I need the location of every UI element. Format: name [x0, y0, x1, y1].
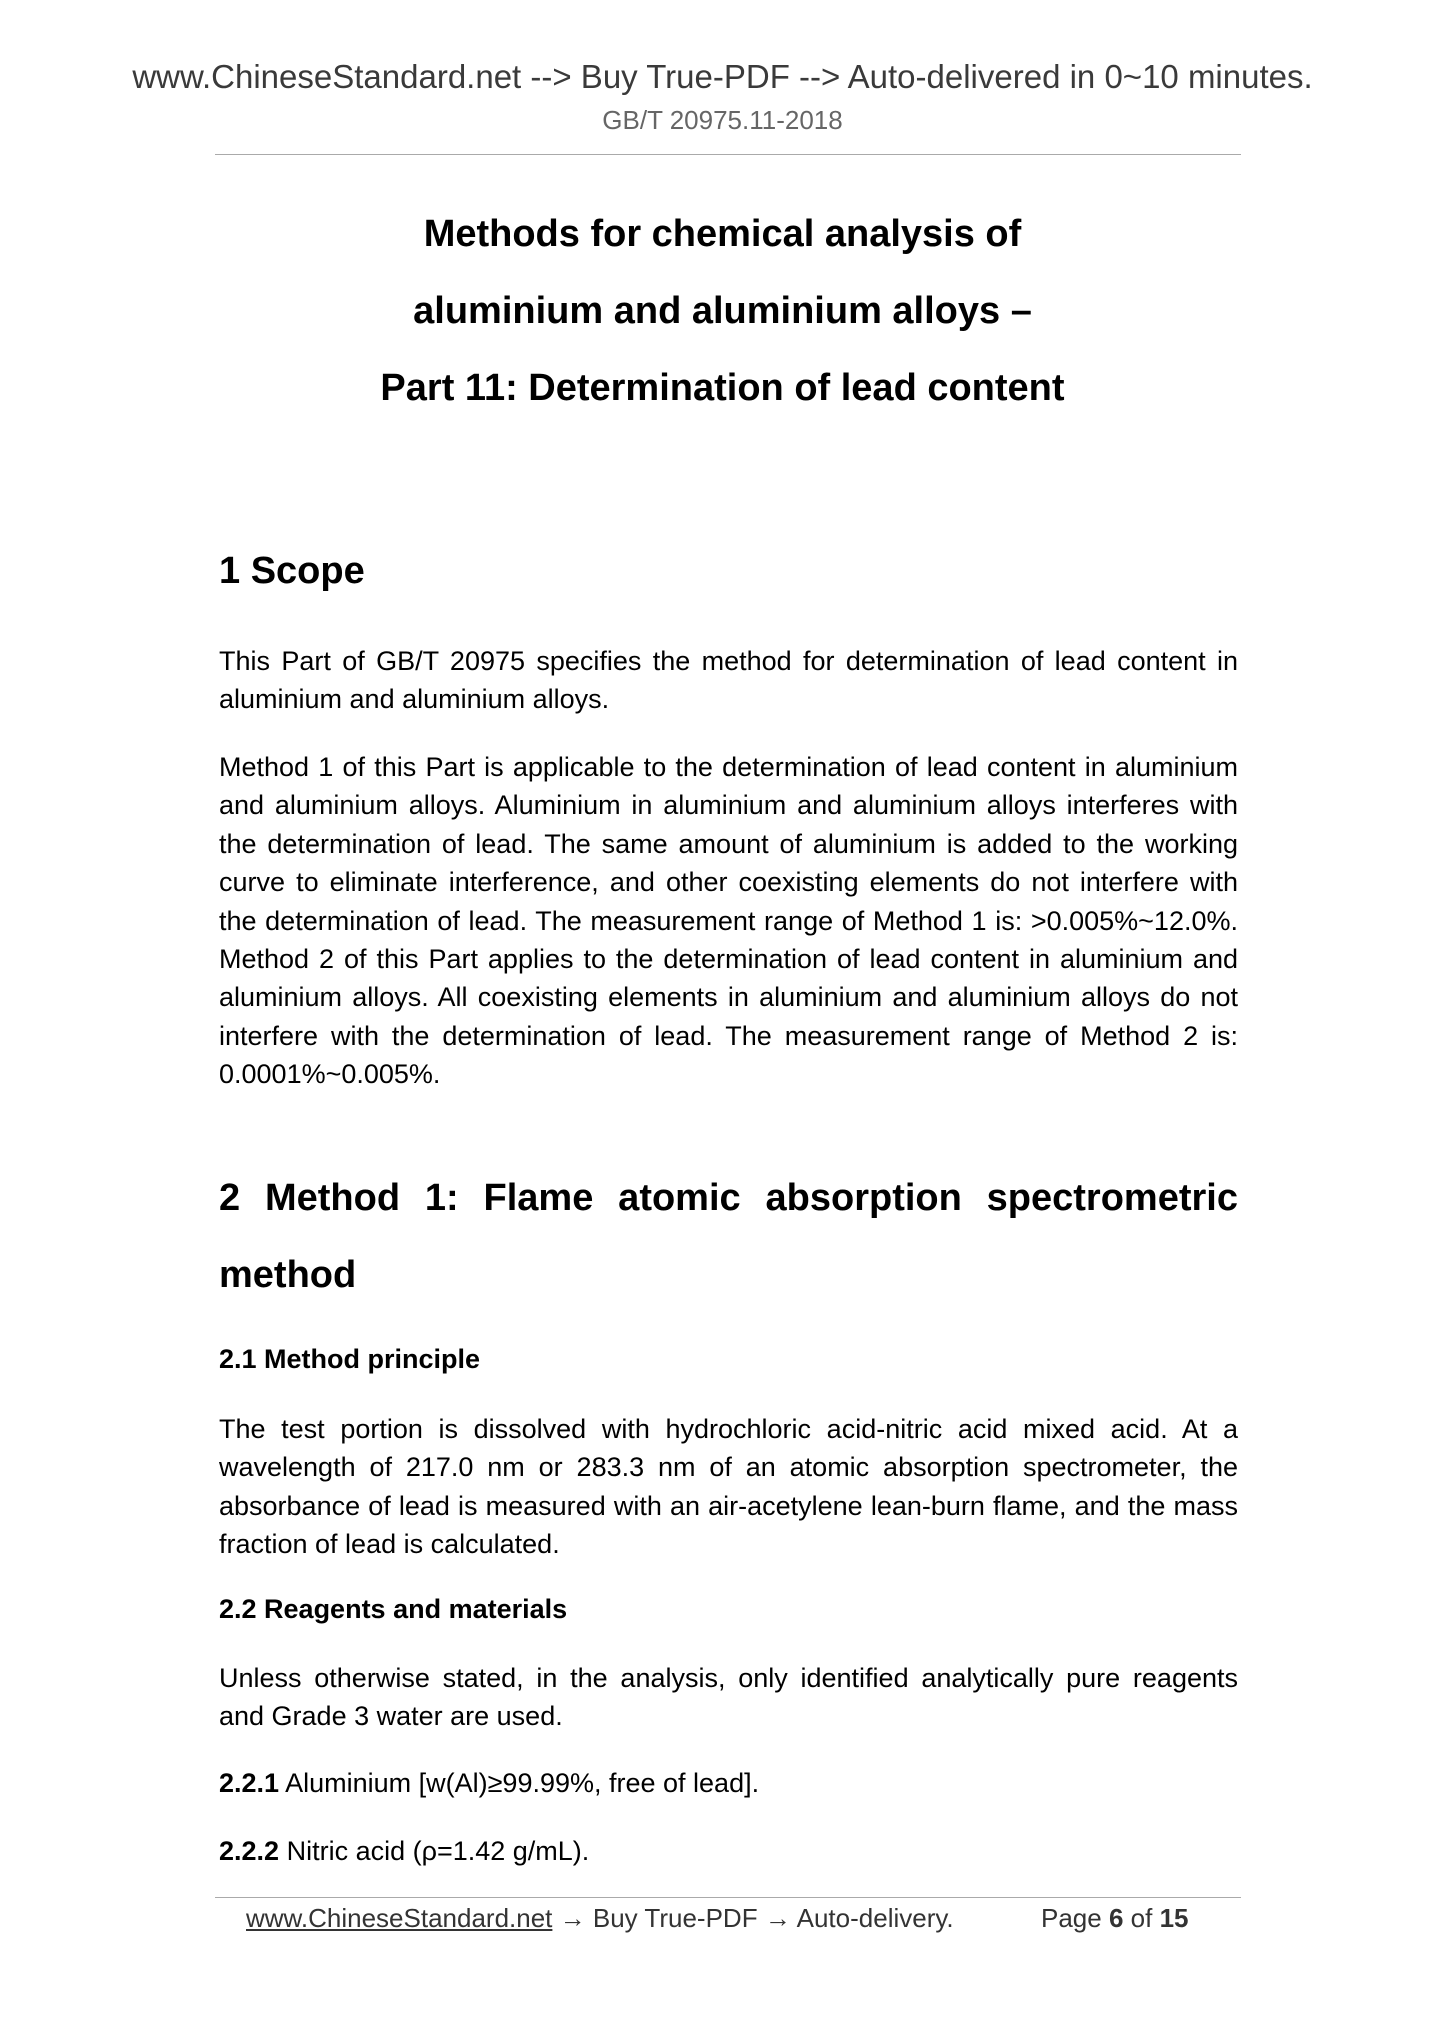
header-divider: [215, 154, 1241, 155]
reagents-paragraph: Unless otherwise stated, in the analysis, only identified analytically pure reagents and Grade 3 water are used.: [219, 1663, 1238, 1732]
clause-text: Nitric acid (ρ=1.42 g/mL).: [286, 1836, 590, 1866]
page-total: 15: [1159, 1903, 1189, 1933]
clause-number: 2.2.1: [219, 1768, 280, 1798]
page-word: Page: [1041, 1903, 1102, 1933]
scope-paragraph-1: This Part of GB/T 20975 specifies the method for determination of lead content in aluminium and aluminium alloys.: [219, 646, 1238, 715]
clause-2-2-2: [219, 1836, 589, 1867]
footer-divider: [215, 1897, 1241, 1898]
of-word: of: [1130, 1903, 1153, 1933]
footer: [246, 1903, 1189, 1934]
arrow-right-icon: →: [559, 1903, 586, 1933]
clause-text: Aluminium [w(Al)≥99.99%, free of lead].: [285, 1768, 760, 1798]
page-indicator: [1041, 1903, 1189, 1934]
section-2-2-heading: 2.2 Reagents and materials: [219, 1594, 568, 1624]
title-line-3: Part 11: Determination of lead content: [380, 367, 1065, 409]
clause-number: 2.2.2: [219, 1836, 280, 1866]
title-line-2: aluminium and aluminium alloys –: [413, 290, 1032, 332]
section-1-heading: 1 Scope: [219, 550, 365, 592]
footer-buy-text: Buy True-PDF: [592, 1903, 758, 1933]
arrow-right-icon: →: [764, 1903, 791, 1933]
title-line-1: Methods for chemical analysis of: [423, 213, 1022, 255]
page-number: 6: [1108, 1903, 1124, 1933]
section-2-heading: 2 Method 1: Flame atomic absorption spectrometric method: [219, 1177, 1238, 1296]
header-standard-number: GB/T 20975.11-2018: [602, 105, 843, 135]
scope-paragraph-2: Method 1 of this Part is applicable to the determination of lead content in aluminium and aluminium alloys. Aluminium in aluminium and aluminium alloys interferes with the determination of lead. The same amount of aluminium is added to the working curve to eliminate interference, and other coexisting elements do not interfere with the determination of lead. The measurement range of Method 1 is: >0.005%~12.0%. Method 2 of this Part applies to the determination of lead content in aluminium and aluminium alloys. All coexisting elements in aluminium and aluminium alloys do not interfere with the determination of lead. The measurement range of Method 2 is: 0.0001%~0.005%.: [219, 752, 1238, 1090]
principle-paragraph: The test portion is dissolved with hydrochloric acid-nitric acid mixed acid. At a wavelength of 217.0 nm or 283.3 nm of an atomic absorption spectrometer, the absorbance of lead is measured with an air-acetylene lean-burn flame, and the mass fraction of lead is calculated.: [219, 1414, 1238, 1560]
footer-auto-text: Auto-delivery.: [796, 1903, 954, 1933]
section-2-1-heading: 2.1 Method principle: [219, 1344, 481, 1374]
header-banner: www.ChineseStandard.net --> Buy True-PDF --> Auto-delivered in 0~10 minutes.: [132, 58, 1313, 95]
footer-website-link[interactable]: www.ChineseStandard.net: [246, 1903, 553, 1933]
clause-2-2-1: [219, 1768, 759, 1799]
